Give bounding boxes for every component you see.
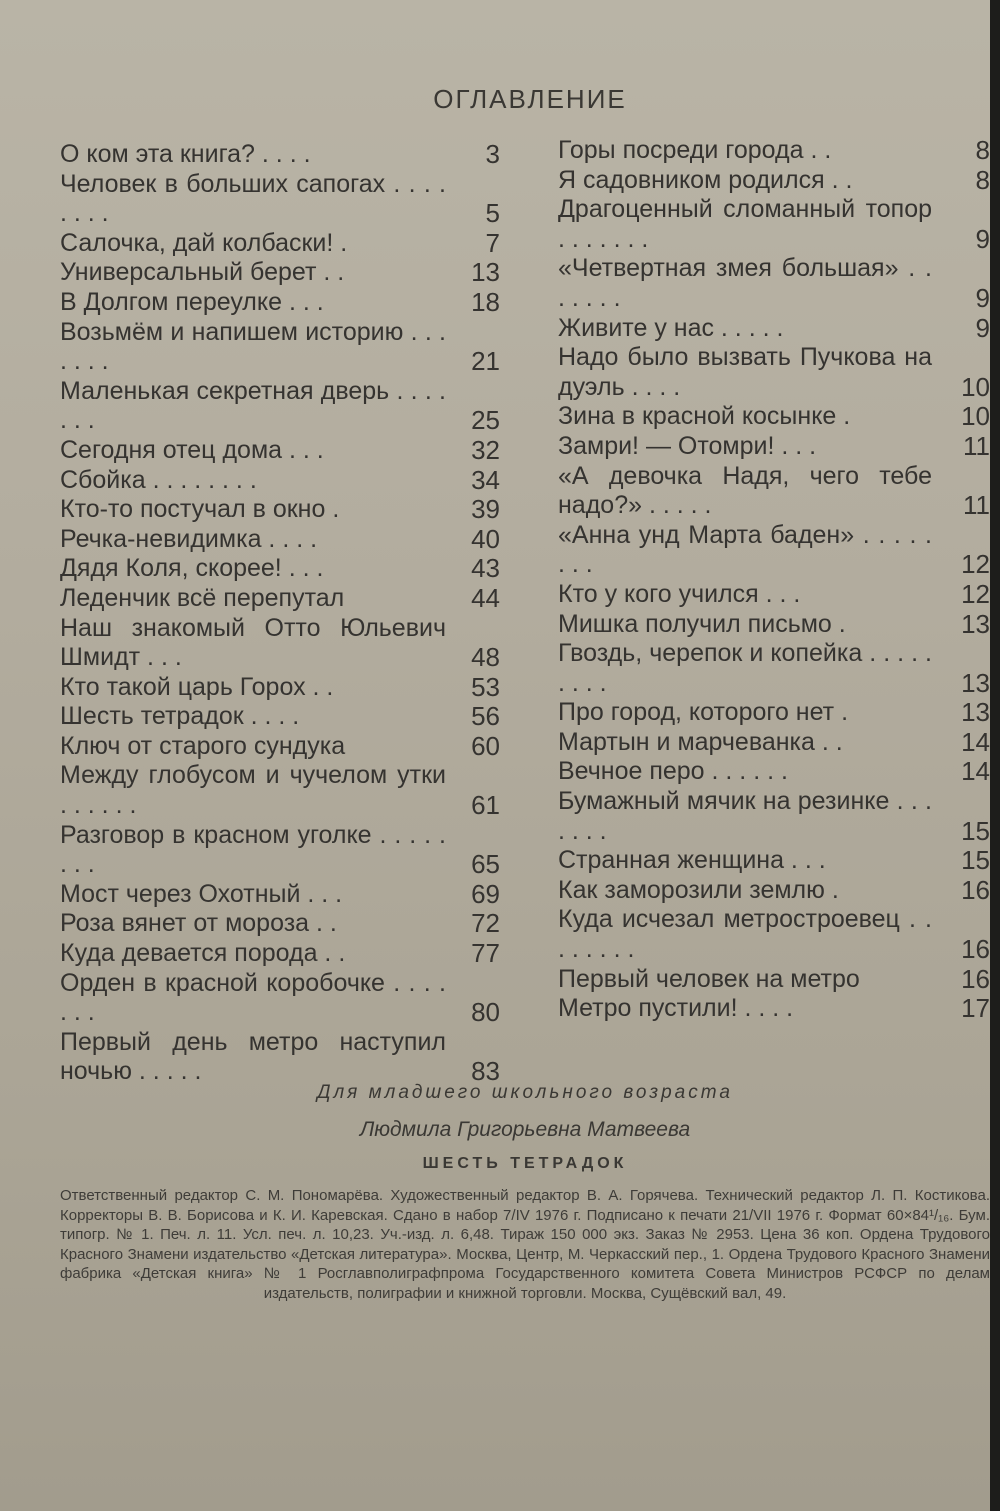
toc-entry [60, 732, 500, 762]
toc-entry-page: 8 [975, 135, 990, 165]
toc-entry-title: «Четвертная змея большая» . . . . . . . [558, 254, 932, 312]
toc-entry-title: Сбойка . . . . . . . . [60, 465, 257, 494]
toc-entry-page: 83 [471, 1056, 500, 1087]
toc-entry [60, 673, 500, 703]
toc-entry-title: Мишка получил письмо . [558, 609, 846, 638]
toc-entry [558, 610, 990, 640]
toc-entry-title: Разговор в красном уголке . . . . . . . . [60, 820, 446, 879]
toc-entry-page: 39 [471, 494, 500, 525]
toc-entry-page: 5 [485, 198, 500, 229]
toc-entry-title: Кто-то постучал в окно . [60, 495, 340, 524]
toc-entry-page: 44 [471, 582, 500, 613]
toc-entry [558, 254, 990, 313]
toc-entry [558, 314, 990, 344]
toc-entry [60, 554, 500, 584]
toc-entry-title: Горы посреди города . . [558, 136, 832, 164]
toc-entry-title: Гвоздь, черепок и копейка . . . . . . . . . [558, 639, 932, 697]
toc-entry [558, 432, 990, 462]
toc-entry [60, 170, 500, 229]
toc-entry [60, 318, 500, 377]
toc-entry-page: 14 [961, 726, 990, 757]
toc-entry-page: 72 [471, 908, 500, 939]
toc-entry [60, 525, 500, 555]
toc-entry-page: 25 [471, 405, 500, 436]
toc-entry [558, 965, 990, 995]
toc-entry [60, 495, 500, 525]
toc-entry [558, 462, 990, 521]
toc-entry-title: Ключ от старого сундука [60, 731, 346, 760]
toc-entry-page: 10 [961, 371, 990, 402]
toc-entry-title: В Долгом переулке . . . [60, 287, 324, 316]
toc-entry-page: 48 [471, 642, 500, 673]
toc-entry-title: Мост через Охотный . . . [60, 879, 343, 908]
toc-entry-page: 77 [471, 938, 500, 969]
toc-entry [558, 402, 990, 432]
author-name: Людмила Григорьевна Матвеева [359, 1118, 691, 1141]
toc-entry-page: 32 [471, 434, 500, 465]
toc-entry-page: 3 [485, 139, 500, 169]
toc-entry-page: 80 [471, 997, 500, 1028]
toc-entry-title: Про город, которого нет . [558, 698, 849, 727]
toc-entry-title: О ком эта книга? . . . . [60, 140, 311, 168]
toc-entry-title: Замри! — Отомри! . . . [558, 431, 817, 460]
toc-entry [60, 939, 500, 969]
toc-entry-title: Куда девается порода . . [60, 939, 346, 968]
toc-entry-title: Куда исчезал метростроевец . . . . . . . . [558, 905, 932, 964]
toc-entry-page: 53 [471, 671, 500, 702]
toc-entry-page: 9 [975, 282, 990, 313]
toc-entry [558, 639, 990, 698]
toc-entry [60, 614, 500, 673]
toc-right-column [558, 136, 990, 1024]
toc-entry-page: 10 [961, 401, 990, 432]
toc-entry-title: Леденчик всё перепутал [60, 583, 345, 612]
toc-entry [60, 140, 500, 170]
toc-entry-title: Как заморозили землю . [558, 875, 839, 904]
toc-entry-page: 15 [961, 815, 990, 846]
toc-entry-page: 61 [471, 790, 500, 821]
toc-entry-page: 8 [975, 164, 990, 195]
page-edge-shadow [990, 0, 1000, 1511]
toc-entry-title: Шесть тетрадок . . . . [60, 702, 300, 731]
toc-entry-page: 65 [471, 849, 500, 880]
toc-entry-page: 14 [961, 756, 990, 787]
toc-entry [60, 288, 500, 318]
toc-entry-title: Между глобусом и чучелом утки . . . . . . [60, 761, 446, 820]
toc-entry-title: Я садовником родился . . [558, 165, 853, 194]
toc-entry-title: Салочка, дай колбаски! . [60, 228, 348, 257]
toc-entry [60, 377, 500, 436]
toc-entry [558, 136, 990, 166]
toc-entry [60, 880, 500, 910]
toc-entry-title: Маленькая секретная дверь . . . . . . . [60, 376, 446, 435]
toc-entry-title: Роза вянет от мороза . . [60, 909, 337, 938]
toc-entry [60, 584, 500, 614]
publication-credits: Ответственный редактор С. М. Пономарёва. Художественный редактор В. А. Горячева. Технический редактор Л. П. Костикова. Корректоры В. В. Борисова и К. И. Каревская. Сдано в набор 7/IV 1976 г. Подписано к печати 21/VII 1976 г. Формат 60×84¹/₁₆. Бум. типогр. № 1. Печ. л. 11. Усл. печ. л. 10,23. Уч.-изд. л. 6,48. Тираж 150 000 экз. Заказ № 2953. Цена 36 коп. Ордена Трудового Красного Знамени издательство «Детская литература». Москва, Центр, М. Черкасский пер., 1. Ордена Трудового Красного Знамени фабрика «Детская книга» № 1 Росглавполиграфпрома Государственного комитета Совета Министров РСФСР по делам издательств, полиграфии и книжной торговли. Москва, Сущёвский вал, 49. [60, 1187, 990, 1302]
age-note: Для младшего школьного возраста [317, 1082, 733, 1103]
toc-entry-title: Кто у кого учился . . . [558, 579, 801, 608]
toc-entry-page: 13 [961, 667, 990, 698]
toc-entry-title: Орден в красной коробочке . . . . . . . [60, 968, 446, 1027]
toc-entry-page: 56 [471, 701, 500, 732]
toc-entry-page: 16 [961, 874, 990, 905]
toc-entry [558, 876, 990, 906]
toc-entry-title: Вечное перо . . . . . . [558, 757, 788, 786]
toc-entry-page: 13 [961, 697, 990, 728]
toc-entry [558, 195, 990, 254]
toc-entry-page: 9 [975, 312, 990, 343]
toc-entry-title: Зина в красной косынке . [558, 402, 851, 431]
toc-entry [558, 521, 990, 580]
toc-entry-page: 43 [471, 553, 500, 584]
toc-entry-page: 12 [961, 549, 990, 580]
toc-entry-page: 16 [961, 963, 990, 994]
toc-entry [60, 436, 500, 466]
toc-entry-page: 21 [471, 346, 500, 377]
toc-entry-title: Надо было вызвать Пучкова на дуэль . . . . [558, 343, 932, 401]
toc-entry-title: Речка-невидимка . . . . [60, 524, 318, 553]
toc-entry-page: 7 [485, 227, 500, 258]
toc-entry-title: Мартын и марчеванка . . [558, 727, 843, 756]
toc-entry-title: Дядя Коля, скорее! . . . [60, 554, 324, 583]
toc-entry [558, 580, 990, 610]
toc-entry [60, 969, 500, 1028]
toc-entry [558, 994, 990, 1024]
book-title: ШЕСТЬ ТЕТРАДОК [422, 1155, 628, 1172]
toc-entry-title: Странная женщина . . . [558, 846, 826, 875]
toc-entry-page: 13 [961, 608, 990, 639]
toc-entry-title: «Анна унд Марта баден» . . . . . . . . [558, 520, 932, 579]
toc-entry [558, 757, 990, 787]
toc-entry [60, 466, 500, 496]
toc-entry [558, 787, 990, 846]
toc-entry-title: «А девочка Надя, чего тебе надо?» . . . . . [558, 461, 932, 520]
toc-entry-title: Сегодня отец дома . . . [60, 435, 324, 464]
toc-entry-title: Драгоценный сломанный топор . . . . . . . [558, 195, 932, 253]
toc-entry-page: 13 [471, 257, 500, 288]
toc-entry-page: 11 [963, 490, 990, 521]
toc-entry-page: 17 [961, 993, 990, 1024]
toc-entry [558, 343, 990, 402]
toc-left-column [60, 140, 500, 1087]
toc-entry [60, 821, 500, 880]
toc-entry [60, 1028, 500, 1087]
toc-entry-title: Наш знакомый Отто Юльевич Шмидт . . . [60, 613, 446, 672]
toc-entry-title: Кто такой царь Горох . . [60, 672, 334, 701]
toc-entry-title: Первый день метро наступил ночью . . . . . [60, 1027, 446, 1086]
toc-entry [60, 229, 500, 259]
toc-entry [558, 698, 990, 728]
toc-entry-title: Возьмём и напишем историю . . . . . . . [60, 317, 446, 376]
toc-entry-title: Бумажный мячик на резинке . . . . . . . [558, 787, 932, 845]
toc-entry-page: 34 [471, 464, 500, 495]
toc-entry-page: 15 [961, 845, 990, 876]
toc-entry [60, 909, 500, 939]
toc-entry [60, 761, 500, 820]
toc-entry-page: 16 [961, 934, 990, 965]
toc-entry-page: 69 [471, 878, 500, 909]
toc-entry-page: 40 [471, 523, 500, 554]
toc-entry [558, 166, 990, 196]
toc-entry-page: 9 [975, 223, 990, 254]
toc-entry-title: Человек в больших сапогах . . . . . . . . [60, 169, 446, 228]
toc-entry [558, 846, 990, 876]
toc-entry-title: Живите у нас . . . . . [558, 313, 784, 342]
toc-entry [60, 258, 500, 288]
toc-entry-page: 12 [961, 578, 990, 609]
toc-entry-page: 11 [963, 430, 990, 461]
toc-entry-title: Универсальный берет . . [60, 258, 345, 287]
toc-entry-title: Первый человек на метро [558, 964, 860, 993]
toc-entry-page: 18 [471, 286, 500, 317]
toc-entry-title: Метро пустили! . . . . [558, 994, 794, 1023]
toc-entry [60, 702, 500, 732]
toc-entry [558, 728, 990, 758]
toc-entry-page: 60 [471, 730, 500, 761]
toc-entry [558, 905, 990, 964]
page-title: ОГЛАВЛЕНИЕ [433, 84, 627, 114]
